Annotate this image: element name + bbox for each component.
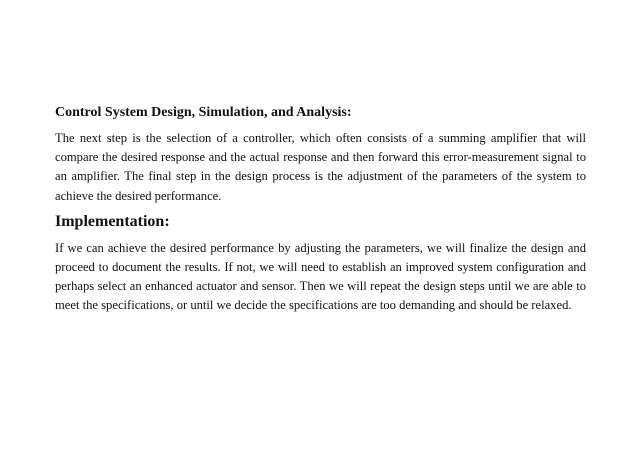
section-heading-implementation: Implementation: [55,212,170,230]
section-body-design: The next step is the selection of a controller, which often consists of a summing amplifier that will compare the desired response and the actual response and then forward this error-measurement signal to an amplifier. The final step in the design process is the adjustment of the parameters of the system to achieve the desired performance. [55,131,586,203]
section-heading-design: Control System Design, Simulation, and Analysis: [55,105,352,120]
section-body-implementation: If we can achieve the desired performance by adjusting the parameters, we will finalize the design and proceed to document the results. If not, we will need to establish an improved system configuration and perhaps select an enhanced actuator and sensor. Then we will repeat the design steps until we are able to meet the specifications, or until we decide the specifications are too demanding and should be relaxed. [55,240,586,313]
document-content [55,104,586,316]
